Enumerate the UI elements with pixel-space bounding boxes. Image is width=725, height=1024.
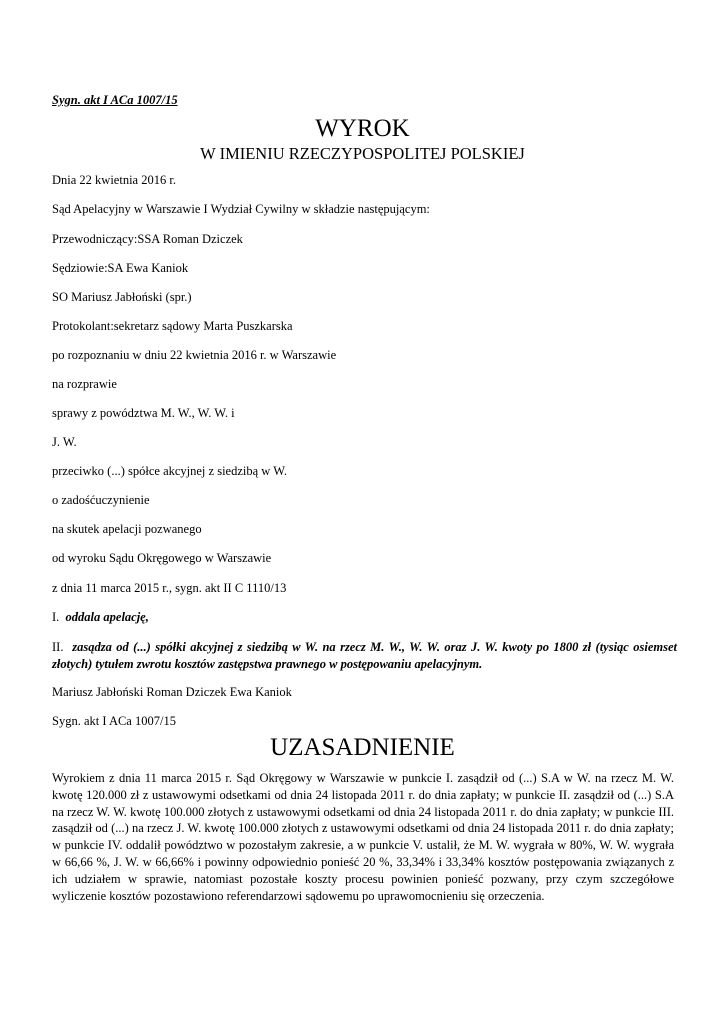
hearing-info: po rozpoznaniu w dniu 22 kwietnia 2016 r. w Warszawie xyxy=(52,348,337,362)
justification-title: UZASADNIENIE xyxy=(270,734,455,761)
defendant: przeciwko (...) spółce akcyjnej z siedzibą w W. xyxy=(52,464,287,478)
case-subject: o zadośćuczynienie xyxy=(52,493,150,507)
plaintiffs: sprawy z powództwa M. W., W. W. i xyxy=(52,406,235,420)
appealed-judgment: od wyroku Sądu Okręgowego w Warszawie xyxy=(52,551,272,565)
justification-paragraph: Wyrokiem z dnia 11 marca 2015 r. Sąd Okręgowy w Warszawie w punkcie I. zasądził od (...) S.A w W. na rzecz M. W. kwotę 120.000 zł z ustawowymi odsetkami od dnia 24 listopada 2011 r. do dnia zapłaty; w punkcie II. zasądził od (...) S.A na rzecz W. W. kwotę 100.000 złotych z ustawowymi odsetkami od dnia 24 listopada 2011 r. do dnia zapłaty; w punkcie III. zasądził od (...) na rzecz J. W. kwotę 100.000 złotych z ustawowymi odsetkami od dnia 24 listopada 2011 r. do dnia zapłaty; w punkcie IV. oddalił powództwo w pozostałym zakresie, a w punkcie V. ustalił, że M. W. wygrała w 80%, W. W. wygrała w 66,66 %, J. W. w 66,66% i powinny odpowiednio ponieść 20 %, 33,34% i 33,34% kosztów postępowania związanych z ich udziałem w sprawie, natomiast pozostałe koszty procesu powinien ponieść pozwany, przy czym szczegółowe wyliczenie kosztów pozostawiono referendarzowi sądowemu po uprawomocnieniu się orzeczenia. xyxy=(52,771,674,903)
court-composition: Sąd Apelacyjny w Warszawie I Wydział Cywilny w składzie następującym: xyxy=(52,202,430,216)
decision-item-2 xyxy=(52,639,677,673)
judgment-date: Dnia 22 kwietnia 2016 r. xyxy=(52,173,176,187)
judge-signatures: Mariusz Jabłoński Roman Dziczek Ewa Kaniok xyxy=(52,685,292,699)
appealed-judgment-date: z dnia 11 marca 2015 r., sygn. akt II C 1110/13 xyxy=(52,581,287,595)
decision-item-1-number: I. xyxy=(52,610,60,624)
case-signature-header: Sygn. akt I ACa 1007/15 xyxy=(52,93,178,107)
judges: Sędziowie:SA Ewa Kaniok xyxy=(52,261,189,275)
decision-item-2-number: II. xyxy=(52,640,64,654)
hearing-type: na rozprawie xyxy=(52,377,117,391)
case-signature-footer: Sygn. akt I ACa 1007/15 xyxy=(52,714,176,728)
decision-item-2-text: zasądza od (...) spółki akcyjnej z siedzibą w W. na rzecz M. W., W. W. oraz J. W. kwoty po 1800 zł (tysiąc osiemset złotych) tytułem zwrotu kosztów zastępstwa prawnego w postępowaniu apelacyjnym. xyxy=(52,640,677,671)
plaintiffs-continued: J. W. xyxy=(52,435,77,449)
judge-rapporteur: SO Mariusz Jabłoński (spr.) xyxy=(52,290,192,304)
appeal-basis: na skutek apelacji pozwanego xyxy=(52,522,202,536)
presiding-judge: Przewodniczący:SSA Roman Dziczek xyxy=(52,232,243,246)
judgment-subtitle: W IMIENIU RZECZYPOSPOLITEJ POLSKIEJ xyxy=(200,144,525,163)
decision-item-1 xyxy=(52,609,149,625)
judgment-title: WYROK xyxy=(315,115,410,142)
court-clerk: Protokolant:sekretarz sądowy Marta Puszkarska xyxy=(52,319,293,333)
decision-item-1-text: oddala apelację, xyxy=(65,610,149,624)
